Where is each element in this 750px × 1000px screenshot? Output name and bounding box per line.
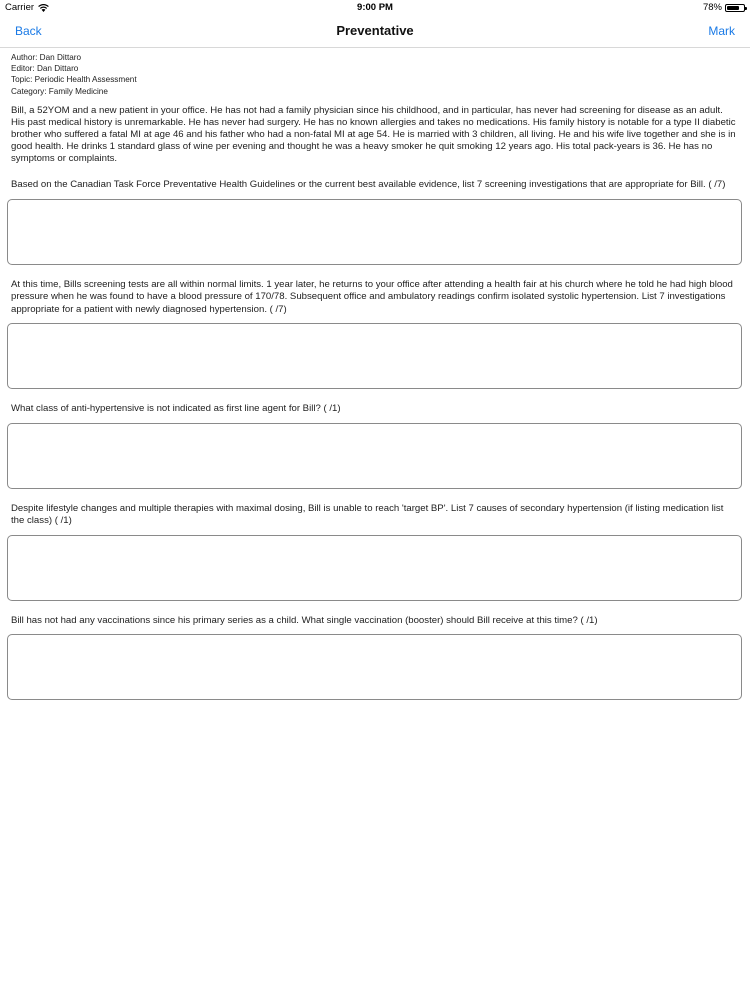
question-text: Based on the Canadian Task Force Preventative Health Guidelines or the current best available evidence, list 7 screening investigations that are appropriate for Bill. ( /7)	[11, 179, 726, 191]
question-text: At this time, Bills screening tests are all within normal limits. 1 year later, he returns to your office after attending a health fair at his church where he told he had high blood pressure when he was found to have a blood pressure of 170/78. Subsequent office and ambulatory readings confirm isolated systolic hypertension. List 7 investigations appropriate for a patient with newly diagnosed hypertension. ( /7)	[11, 278, 733, 315]
question-block	[11, 615, 739, 701]
editor-line: Editor: Dan Dittaro	[11, 64, 79, 74]
answer-field[interactable]	[7, 199, 742, 265]
case-content	[11, 52, 739, 700]
battery-icon	[725, 4, 745, 12]
page-title: Preventative	[336, 23, 414, 38]
status-time: 9:00 PM	[357, 2, 393, 13]
navigation-bar	[0, 14, 750, 48]
case-meta	[11, 52, 739, 97]
back-button[interactable]: Back	[15, 24, 42, 38]
battery-level-fill	[727, 6, 739, 10]
status-bar	[0, 0, 750, 14]
battery-indicator	[703, 2, 745, 13]
answer-field[interactable]	[7, 634, 742, 700]
question-block	[11, 279, 739, 390]
question-text: Bill has not had any vaccinations since his primary series as a child. What single vaccination (booster) should Bill receive at this time? ( /1)	[11, 614, 598, 626]
topic-line: Topic: Periodic Health Assessment	[11, 75, 137, 85]
question-block	[11, 503, 739, 601]
author-line: Author: Dan Dittaro	[11, 53, 82, 62]
answer-field[interactable]	[7, 323, 742, 389]
answer-field[interactable]	[7, 423, 742, 489]
mark-button[interactable]: Mark	[708, 24, 735, 38]
category-line: Category: Family Medicine	[11, 86, 108, 96]
question-text: Despite lifestyle changes and multiple therapies with maximal dosing, Bill is unable to reach 'target BP'. List 7 causes of secondary hypertension (if listing medication list the class) ( /1)	[11, 502, 724, 527]
question-block	[11, 403, 739, 489]
question-text: What class of anti-hypertensive is not indicated as first line agent for Bill? ( /1)	[11, 403, 341, 415]
question-block	[11, 179, 739, 265]
battery-percent: 78%	[702, 2, 722, 13]
carrier-label: Carrier	[5, 2, 35, 13]
case-intro: Bill, a 52YOM and a new patient in your office. He has not had a family physician since his childhood, and in particular, has never had screening for disease as an adult. His past medical history is unremarkable. He has never had surgery. He has no known allergies and takes no medications. His family history is notable for a type II diabetic brother who suffered a fatal MI at age 46 and his father who had a non-fatal MI at age 54. He is married with 3 children, all living. He and his wife live together and she is in good health. He drinks 1 standard glass of wine per evening and thought he was a heavy smoker he quit smoking 12 years ago. His total pack-years is 36. He has no symptoms or complaints.	[11, 104, 736, 165]
answer-field[interactable]	[7, 535, 742, 601]
